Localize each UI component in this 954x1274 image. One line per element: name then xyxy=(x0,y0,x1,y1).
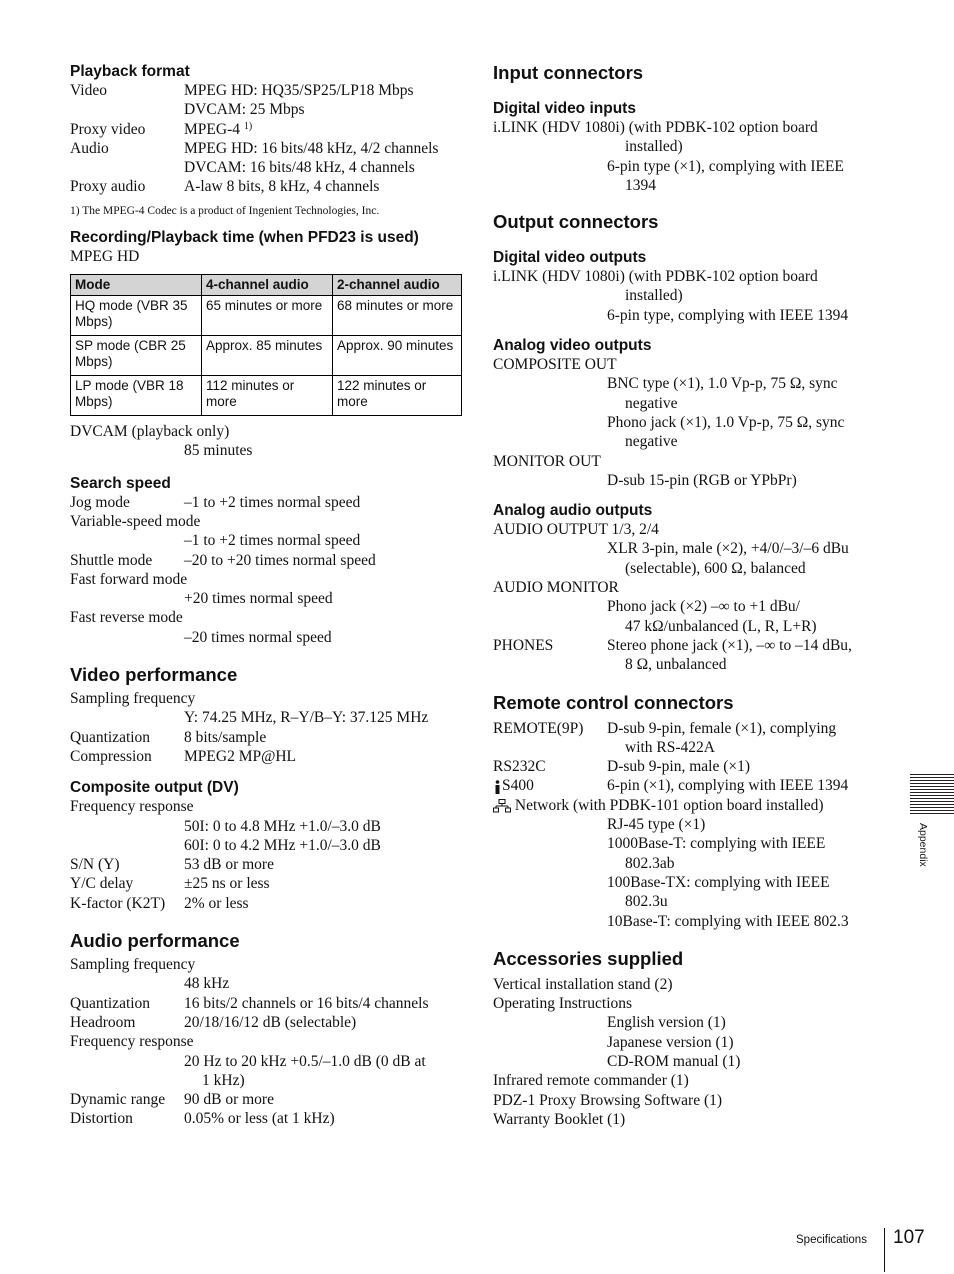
audio-performance-heading: Audio performance xyxy=(70,930,240,952)
accessories-heading: Accessories supplied xyxy=(493,947,684,969)
footer-section-label: Specifications xyxy=(796,1234,867,1246)
table-row: SP mode (CBR 25 Mbps) Approx. 85 minutes Approx. 90 minutes xyxy=(71,336,462,376)
remote-connectors-heading: Remote control connectors xyxy=(493,691,734,713)
page-number: 107 xyxy=(893,1227,925,1248)
spec-row-proxy-video: Proxy video MPEG-4 $^{1)}$ xyxy=(70,120,253,138)
ilink-icon xyxy=(493,780,502,794)
rec-time-heading: Recording/Playback time (when PFD23 is used) xyxy=(70,228,419,246)
footnote-ref: 1) xyxy=(243,120,253,132)
section-tab-label: Appendix xyxy=(917,823,929,867)
network-icon xyxy=(493,799,511,813)
footer-divider xyxy=(884,1228,885,1272)
search-speed-heading: Search speed xyxy=(70,474,171,492)
footnote: 1) The MPEG-4 Codec is a product of Ingenient Technologies, Inc. xyxy=(70,204,380,217)
left-column: Playback format Video MPEG HD: HQ35/SP25/LP18 Mbps DVCAM: 25 Mbps Proxy video MPEG-4 $^{1)}$ Audio MPEG HD: 16 bits/48 kHz, 4/2 channels DVCAM: 16 bits/48 kHz, 4 channels Proxy audio A-law 8 bits, 8 kHz, 4 channels 1) The MPEG-4 Codec is a product of Ingenient Technologies, Inc. Recording/Playback time (when PFD23 is used) MPEG HD Mode 4-channel audio 2-channel audio HQ mode (VBR 35 Mbps) 65 minutes or more 68 minutes or more SP mode (CBR 25 Mbps) Approx. 85 minutes Approx. 90 minutes LP mode (VBR 18 Mbps) 112 minutes or more 122 minutes or more DVCAM (playback only) 85 minutes Search speed Jog mode –1 to +2 times normal speed Variable-speed mode –1 to +2 times normal speed Shuttle mode –20 to +20 times normal speed Fast forward mode +20 times normal speed Fast reverse mode –20 times normal speed Video performance Sampling frequency Y: 74.25 MHz, R–Y/B–Y: 37.125 MHz Quantization 8 bits/sample Compression MPEG2 MP@HL Composite output (DV) Frequency response 50I: 0 to 4.8 MHz +1.0/–3.0 dB 60I: 0 to 4.2 MHz +1.0/–3.0 dB S/N (Y) 53 dB or more Y/C delay ±25 ns or less K-factor (K2T) 2% or less Audio performance Sampling frequency 48 kHz Quantization 16 bits/2 channels or 16 bits/4 channels Headroom 20/18/16/12 dB (selectable) Frequency response 20 Hz to 20 kHz +0.5/–1.0 dB (0 dB at 1 kHz) Dynamic range 90 dB or more Distortion 0.05% or less (at 1 kHz) xyxy=(70,62,465,1129)
rec-time-table xyxy=(70,274,462,416)
table-row: HQ mode (VBR 35 Mbps) 65 minutes or more 68 minutes or more xyxy=(71,296,462,336)
input-connectors-heading: Input connectors xyxy=(493,62,644,83)
right-column: Input connectors Digital video inputs i.LINK (HDV 1080i) (with PDBK-102 option board installed) 6-pin type (×1), complying with IEEE 1394 Output connectors Digital video outputs i.LINK (HDV 1080i) (with PDBK-102 option board installed) 6-pin type, complying with IEEE 1394 Analog video outputs COMPOSITE OUT BNC type (×1), 1.0 Vp-p, 75 Ω, sync negative Phono jack (×1), 1.0 Vp-p, 75 Ω, sync negative MONITOR OUT D-sub 15-pin (RGB or YPbPr) Analog audio outputs AUDIO OUTPUT 1/3, 2/4 XLR 3-pin, male (×2), +4/0/–3/–6 dBu (selectable), 600 Ω, balanced AUDIO MONITOR Phono jack (×2) –∞ to +1 dBu/ 47 kΩ/unbalanced (L, R, L+R) PHONES Stereo phone jack (×1), –∞ to –14 dBu, 8 Ω, unbalanced Remote control connectors REMOTE(9P) D-sub 9-pin, female (×1), complying with RS-422A RS232C D-sub 9-pin, male (×1) S400 6-pin (×1), complying with IEEE 1394 Network (with PDBK-101 option board installed) RJ-45 type (×1) 1000Base-T: complying with IEEE 802.3ab 100Base-TX: complying with IEEE 802.3u 10Base-T: complying with IEEE 802.3 Accessories supplied Vertical installation stand (2) Operating Instructions English version (1) Japanese version (1) CD-ROM manual (1) Infrared remote commander (1) PDZ-1 Proxy Browsing Software (1) Warranty Booklet (1) xyxy=(493,62,888,1129)
section-tab-stripes xyxy=(910,774,954,816)
table-header-row: Mode 4-channel audio 2-channel audio xyxy=(71,275,462,296)
video-performance-heading: Video performance xyxy=(70,664,238,686)
playback-format-heading: Playback format xyxy=(70,63,190,80)
composite-output-heading: Composite output (DV) xyxy=(70,779,239,797)
table-row: LP mode (VBR 18 Mbps) 112 minutes or more 122 minutes or more xyxy=(71,376,462,416)
output-connectors-heading: Output connectors xyxy=(493,211,659,233)
spec-row-video: Video MPEG HD: HQ35/SP25/LP18 Mbps xyxy=(70,82,414,99)
spec-row-audio: Audio MPEG HD: 16 bits/48 kHz, 4/2 channels xyxy=(70,139,439,157)
spec-row-proxy-audio: Proxy audio A-law 8 bits, 8 kHz, 4 channels xyxy=(70,178,380,196)
